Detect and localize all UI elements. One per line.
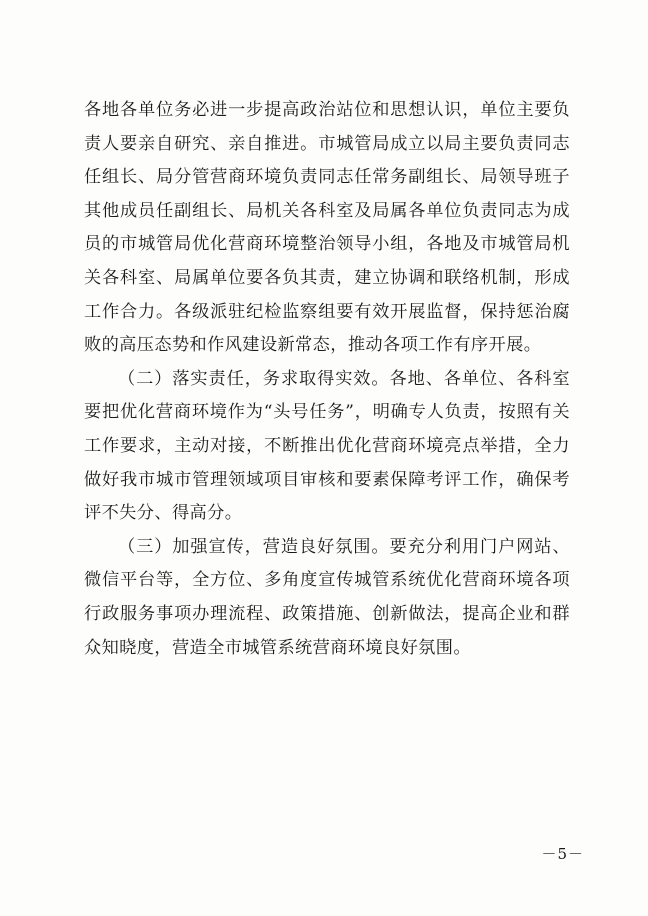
page-body [84, 94, 570, 665]
page-number: －5－ [541, 845, 584, 863]
paragraph-2: （二）落实责任，务求取得实效。各地、各单位、各科室要把优化营商环境作为“头号任务”，明确专人负责，按照有关工作要求，主动对接，不断推出优化营商环境亮点举措，全力做好我市城市管理领域项目审核和要素保障考评工作，确保考评不失分、得高分。 [84, 368, 570, 524]
paragraph-3: （三）加强宣传，营造良好氛围。要充分利用门户网站、微信平台等，全方位、多角度宣传城管系统优化营商环境各项行政服务事项办理流程、政策措施、创新做法，提高企业和群众知晓度，营造全市城管系统营商环境良好氛围。 [84, 536, 570, 658]
paragraph-1: 各地各单位务必进一步提高政治站位和思想认识，单位主要负责人要亲自研究、亲自推进。市城管局成立以局主要负责同志任组长、局分管营商环境负责同志任常务副组长、局领导班子其他成员任副组长、局机关各科室及局属各单位负责同志为成员的市城管局优化营商环境整治领导小组，各地及市城管局机关各科室、局属单位要各负其责，建立协调和联络机制，形成工作合力。各级派驻纪检监察组要有效开展监督，保持惩治腐败的高压态势和作风建设新常态，推动各项工作有序开展。 [84, 100, 570, 356]
